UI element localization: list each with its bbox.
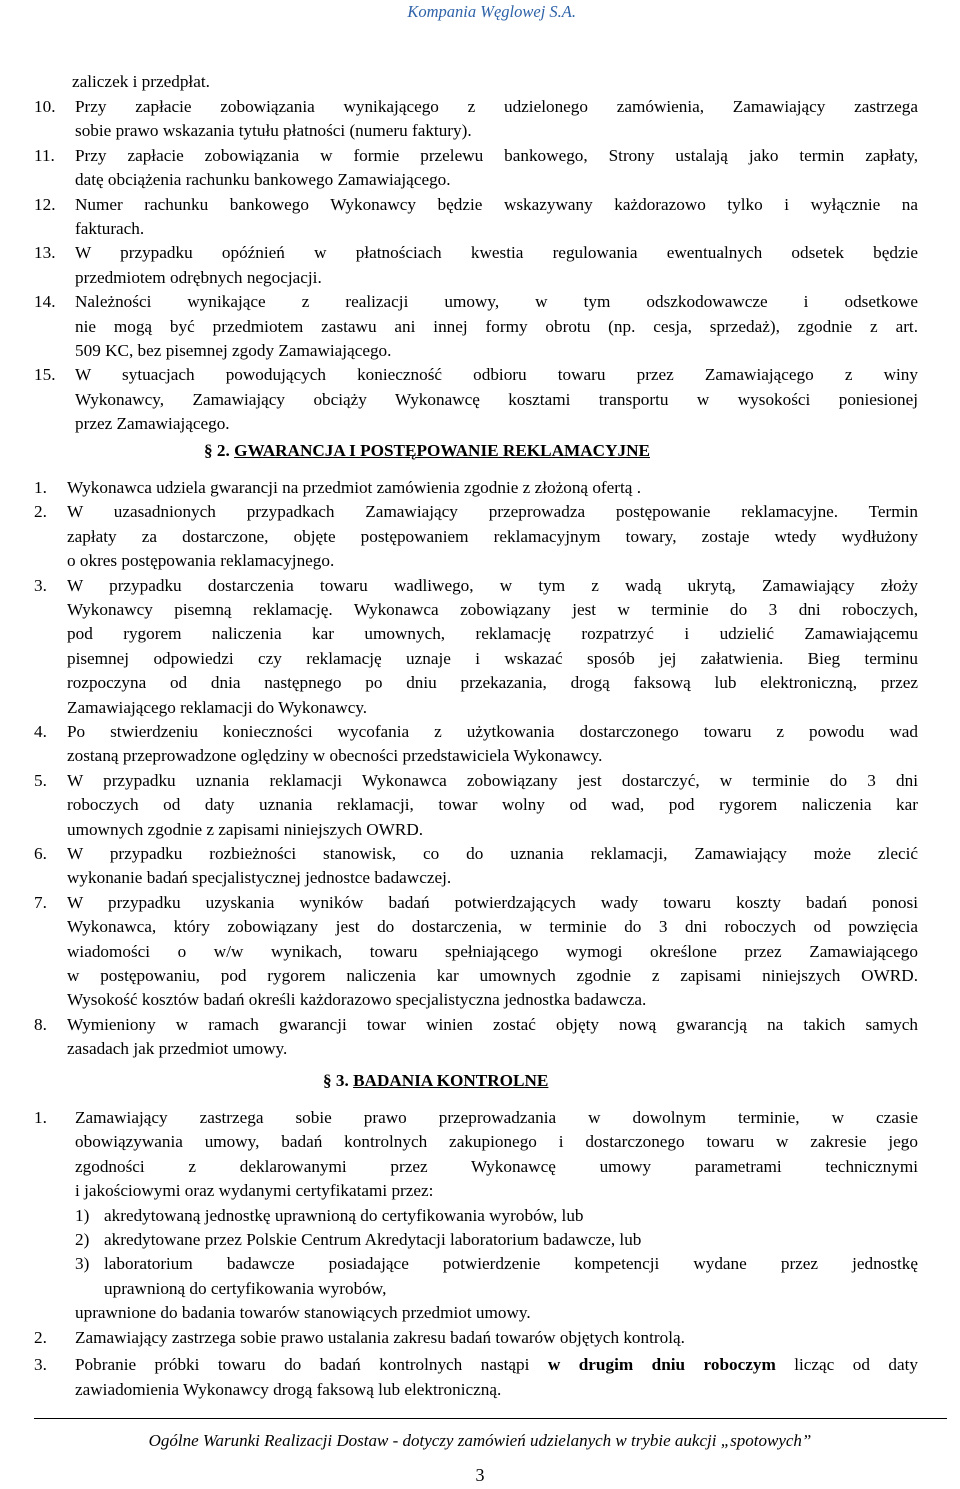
list-item-text: roboczych od daty uznania reklamacji, towar wolny od wad, pod rygorem naliczenia kar — [67, 795, 918, 815]
list-item-number: 3. — [34, 1355, 47, 1374]
section-title: GWARANCJA I POSTĘPOWANIE REKLAMACYJNE — [234, 441, 650, 460]
list-item-text: Po stwierdzeniu konieczności wycofania z użytkowania dostarczonego towaru z powodu wad — [67, 722, 918, 741]
list-item-text: Numer rachunku bankowego Wykonawcy będzie wskazywany każdorazowo tylko i wyłącznie na — [75, 194, 918, 214]
list-item-number: 1. — [34, 478, 47, 497]
list-item-text: 509 KC, bez pisemnej zgody Zamawiającego. — [75, 341, 392, 360]
list-item-text: w postępowaniu, pod rygorem naliczenia kar umownych zgodnie z zapisami niniejszych OWRD. — [67, 966, 918, 985]
section-2-heading — [204, 439, 650, 463]
list-item-text: zgodności z deklarowanymi przez Wykonawcę umowy parametrami technicznymi — [75, 1156, 918, 1176]
list-item-text: laboratorium badawcze posiadające potwierdzenie kompetencji wydane przez jednostkę — [104, 1254, 918, 1274]
page-number: 3 — [475, 1465, 485, 1485]
list-item-text: Pobranie próbki towaru do badań kontrolnych nastąpi w drugim dniu roboczym licząc od daty — [75, 1355, 918, 1374]
list-item-text: i jakościowymi oraz wydanymi certyfikatami przez: — [75, 1181, 434, 1201]
list-item-text: rozpoczyna od dnia następnego po dniu przekazania, drogą faksową lub elektroniczną, przez — [67, 673, 918, 693]
list-item-number: 1. — [34, 1108, 47, 1127]
list-item-number: 8. — [34, 1014, 47, 1034]
list-item-text: Wykonawcy, Zamawiający obciąży Wykonawcę kosztami transportu w wysokości poniesionej — [75, 389, 918, 409]
list-item-text: zawiadomienia Wykonawcy drogą faksową lub elektroniczną. — [75, 1380, 502, 1399]
list-item-text: Przy zapłacie zobowiązania w formie przelewu bankowego, Strony ustalają jako termin zapłaty, — [75, 145, 918, 165]
list-item-number: 5. — [34, 770, 47, 790]
section-3-heading — [323, 1069, 548, 1093]
list-item-text: W sytuacjach powodujących konieczność odbioru towaru przez Zamawiającego z winy — [75, 365, 918, 385]
list-item-number: 7. — [34, 892, 47, 912]
list-item-text: zapłaty za dostarczone, objęte postępowaniem reklamacyjnym towary, zostaje wtedy wydłużony — [67, 526, 918, 546]
footer-text: Ogólne Warunki Realizacji Dostaw - dotyczy zamówień udzielanych w trybie aukcji „spotowych” — [148, 1431, 812, 1450]
list-item-text: zostaną przeprowadzone oględziny w obecności przedstawiciela Wykonawcy. — [67, 746, 603, 766]
list-item-text: W przypadku uznania reklamacji Wykonawca zobowiązany jest dostarczyć, w terminie do 3 dni — [67, 770, 918, 790]
list-item-text: uprawnioną do certyfikowania wyrobów, — [104, 1278, 387, 1298]
list-item-number: 2. — [34, 1327, 47, 1347]
list-item-text: umownych zgodnie z zapisami niniejszych OWRD. — [67, 819, 424, 839]
list-item-number: 6. — [34, 844, 47, 863]
list-item-text: akredytowane przez Polskie Centrum Akredytacji laboratorium badawcze, lub — [104, 1230, 642, 1249]
section-title: BADANIA KONTROLNE — [353, 1071, 549, 1090]
bold-phrase: w drugim dniu roboczym — [547, 1355, 776, 1374]
list-item-text: sobie prawo wskazania tytułu płatności (numeru faktury). — [75, 121, 472, 141]
list-item-number: 10. — [34, 97, 56, 116]
list-item-text: Wykonawcy pisemną reklamację. Wykonawca zobowiązany jest w terminie do 3 dni roboczych, — [67, 600, 918, 619]
list-item-text: Wysokość kosztów badań określi każdorazowo specjalistyczna jednostka badawcza. — [67, 990, 647, 1010]
list-item-text: zasadach jak przedmiot umowy. — [67, 1039, 288, 1059]
list-item-number: 12. — [34, 194, 56, 214]
list-item-text: W przypadku uzyskania wyników badań potwierdzających wady towaru koszty badań ponosi — [67, 892, 918, 912]
list-item-text: uprawnione do badania towarów stanowiących przedmiot umowy. — [75, 1303, 531, 1323]
list-item-text: przedmiotem odrębnych negocjacji. — [75, 267, 322, 287]
list-item-text: Wykonawca udziela gwarancji na przedmiot zamówienia zgodnie z złożoną ofertą . — [67, 478, 642, 497]
list-item-number: 11. — [34, 145, 55, 165]
list-item-text: Zamawiający zastrzega sobie prawo ustalania zakresu badań towarów objętych kontrolą. — [75, 1327, 685, 1347]
list-item-text: akredytowaną jednostkę uprawnioną do certyfikowania wyrobów, lub — [104, 1205, 584, 1225]
list-item-text: pisemnej odpowiedzi czy reklamację uznaje i wskazać sposób jej załatwienia. Bieg terminu — [67, 648, 918, 668]
list-item-text: Przy zapłacie zobowiązania wynikającego z udzielonego zamówienia, Zamawiający zastrzega — [75, 97, 918, 116]
list-item-number: 2) — [75, 1230, 90, 1249]
list-item-text: wykonanie badań specjalistycznej jednostce badawczej. — [67, 868, 452, 888]
list-item-number: 15. — [34, 365, 56, 385]
section-number: 3. — [335, 1071, 349, 1090]
list-item-text: Zamawiającego reklamacji do Wykonawcy. — [67, 697, 368, 717]
company-name: Kompania Węglowej S.A. — [407, 2, 576, 21]
list-item-text: przez Zamawiającego. — [75, 414, 230, 434]
list-item-text: W przypadku dostarczenia towaru wadliwego, w tym z wadą ukrytą, Zamawiający złoży — [67, 575, 918, 595]
list-item-number: 13. — [34, 243, 56, 263]
list-item-text: Wymieniony w ramach gwarancji towar winien zostać objęty nową gwarancją na takich samych — [67, 1014, 918, 1034]
list-item-text: Zamawiający zastrzega sobie prawo przeprowadzania w dowolnym terminie, w czasie — [75, 1108, 918, 1127]
list-item-number: 3. — [34, 575, 47, 595]
list-item-text: Wykonawca, który zobowiązany jest do dostarczenia, w terminie do 3 dni roboczych od powzięcia — [67, 917, 918, 937]
section-symbol: § — [323, 1071, 332, 1090]
list-item-text: obowiązywania umowy, badań kontrolnych zakupionego i dostarczonego towaru w zakresie jego — [75, 1132, 918, 1152]
footer-divider — [34, 1418, 947, 1419]
list-item-number: 4. — [34, 722, 47, 741]
list-item-text: W przypadku opóźnień w płatnościach kwestia regulowania ewentualnych odsetek będzie — [75, 243, 918, 263]
list-item-text: pod rygorem naliczenia kar umownych, reklamację rozpatrzyć i udzielić Zamawiającemu — [67, 624, 918, 644]
list-item-number: 14. — [34, 292, 56, 312]
list-item-text: o okres postępowania reklamacyjnego. — [67, 551, 335, 571]
list-item-number: 3) — [75, 1254, 90, 1274]
list-item-number: 1) — [75, 1205, 90, 1225]
payments-continuation: zaliczek i przedpłat. — [72, 72, 210, 91]
section-symbol: § — [204, 441, 213, 460]
list-item-text: wiadomości o w/w wynikach, towaru spełniającego wymogi określone przez Zamawiającego — [67, 941, 918, 961]
list-item-text: W przypadku rozbieżności stanowisk, co do uznania reklamacji, Zamawiający może zlecić — [67, 844, 918, 863]
list-item-number: 2. — [34, 502, 47, 522]
section-number: 2. — [216, 441, 230, 460]
list-item-text: Należności wynikające z realizacji umowy, w tym odszkodowawcze i odsetkowe — [75, 292, 918, 312]
list-item-text: nie mogą być przedmiotem zastawu ani innej formy obrotu (np. cesja, sprzedaż), zgodnie z art. — [75, 316, 918, 336]
list-item-text: W uzasadnionych przypadkach Zamawiający przeprowadza postępowanie reklamacyjne. Termin — [67, 502, 918, 522]
list-item-text: fakturach. — [75, 219, 145, 238]
list-item-text: datę obciążenia rachunku bankowego Zamawiającego. — [75, 170, 451, 190]
